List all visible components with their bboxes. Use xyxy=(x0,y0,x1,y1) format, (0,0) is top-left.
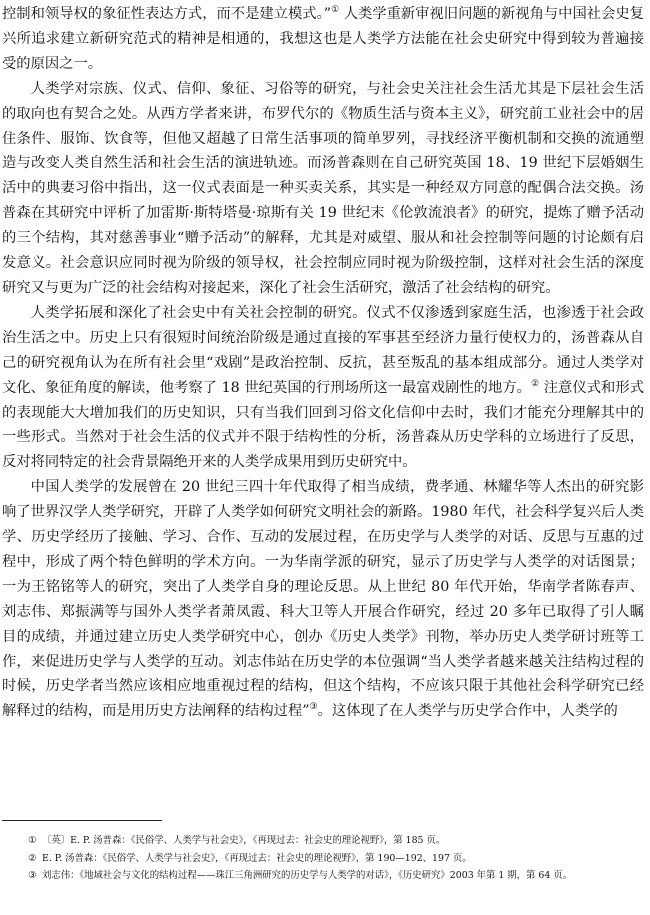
footnote-text: 〔英〕E. P. 汤普森：《民俗学、人类学与社会史》，《再现过去：社会史的理论视野》，第 185 页。 xyxy=(42,835,446,846)
footnote-number: ① xyxy=(28,835,37,846)
text-run: 人类学对宗族、仪式、信仰、象征、习俗等的研究，与社会史关注社会生活尤其是下层社会生活的取向也有契合之处。从西方学者来讲，布罗代尔的《物质生活与资本主义》，研究前工业社会中的居住条件、服饰、饮食等，但他又超越了日常生活事项的简单罗列，寻找经济平衡机制和交换的流通塑造与改变人类自然生活和社会生活的演进轨迹。而汤普森则在自己研究英国 18、19 世纪下层婚姻生活中的典妻习俗中指出，这一仪式表面是一种买卖关系，其实是一种经双方同意的配偶合法交换。汤普森在其研究中评析了加雷斯·斯特塔曼·琼斯有关 19 世纪末《伦敦流浪者》的研究，提炼了赠予活动的三个结构，其对慈善事业“赠予活动”的解释，尤其是对威望、服从和社会控制等问题的讨论颇有启发意义。社会意识应同时视为阶级的领导权，社会控制应同时视为阶级控制，这样对社会生活的深度研究又与更为广泛的社会结构对接起来，深化了社会生活研究，激活了社会结构的研究。 xyxy=(2,80,644,296)
footnote-divider xyxy=(2,820,162,821)
paragraph-3 xyxy=(2,301,644,475)
footnotes xyxy=(2,832,644,885)
footnote-text: 刘志伟：《地域社会与文化的结构过程——珠江三角洲研究的历史学与人类学的对话》，《历史研究》2003 年第 1 期，第 64 页。 xyxy=(42,870,573,881)
text-run: 人类学重新审视旧问题的新视角与中国社会史复兴所追求建立新研究范式的精神是相通的，我想这也是人类学方法能在社会史研究中得到较为普遍接受的原因之一。 xyxy=(2,6,644,72)
body-text xyxy=(2,2,644,724)
footnote-2 xyxy=(2,850,644,868)
paragraph-2 xyxy=(2,77,644,301)
text-run: 注意仪式和形式的表现能大大增加我们的历史知识，只有当我们回到习俗文化信仰中去时，我们才能充分理解其中的一些形式。当然对于社会生活的仪式并不限于结构性的分析，汤普森从历史学科的立场进行了反思，反对将同特定的社会背景隔绝开来的人类学成果用到历史研究中。 xyxy=(2,379,645,471)
footnote-3 xyxy=(2,867,644,885)
footnote-ref-3[interactable]: ③ xyxy=(309,702,318,713)
footnote-number: ③ xyxy=(28,870,37,881)
footnote-number: ② xyxy=(28,852,37,864)
text-run: 控制和领导权的象征性表达方式，而不是建立模式。” xyxy=(2,6,332,22)
paragraph-1 xyxy=(2,2,644,77)
footnote-1 xyxy=(2,832,644,850)
text-run: 人类学拓展和深化了社会史中有关社会控制的研究。仪式不仅渗透到家庭生活，也渗透于社会政治生活之中。历史上只有很短时间统治阶级是通过直接的军事甚至经济力量行使权力的，汤普森从自己的研究视角认为在所有社会里“戏剧”是政治控制、反抗，甚至叛乱的基本组成部分。通过人类学对文化、象征角度的解读，他考察了 18 世纪英国的行刑场所这一最富戏剧性的地方。 xyxy=(2,304,644,396)
text-run: 。这体现了在人类学与历史学合作中，人类学的 xyxy=(317,703,618,720)
paragraph-4 xyxy=(2,475,644,724)
text-run: 中国人类学的发展曾在 20 世纪三四十年代取得了相当成绩，费孝通、林耀华等人杰出的研究影响了世界汉学人类学研究，开辟了人类学如何研究文明社会的新路。1980 年代，社会科学复兴后人类学、历史学经历了接触、学习、合作、互动的发展过程，在历史学与人类学的对话、反思与互惠的过程中，形成了两个特色鲜明的学术方向。一为华南学派的研究，显示了历史学与人类学的对话图景；一为王铭铭等人的研究，突出了人类学自身的理论反思。从上世纪 80 年代开始，华南学者陈春声、刘志伟、郑振满等与国外人类学者萧凤霞、科大卫等人开展合作研究，经过 20 多年已取得了引人瞩目的成绩，并通过建立历史人类学研究中心，创办《历史人类学》刊物，举办历史人类学研讨班等工作，来促进历史学与人类学的互动。刘志伟站在历史学的本位强调“当人类学者越来越关注结构过程的时候，历史学者当然应该相应地重视过程的结构，但这个结构，不应该只限于其他社会科学研究已经解释过的结构，而是用历史方法阐释的结构过程” xyxy=(2,479,644,720)
footnote-ref-2[interactable]: ② xyxy=(531,378,540,389)
footnote-ref-1[interactable]: ① xyxy=(331,5,340,15)
footnote-text: E. P. 汤普森：《民俗学、人类学与社会史》，《再现过去：社会史的理论视野》，第 190—192、197 页。 xyxy=(42,852,472,864)
